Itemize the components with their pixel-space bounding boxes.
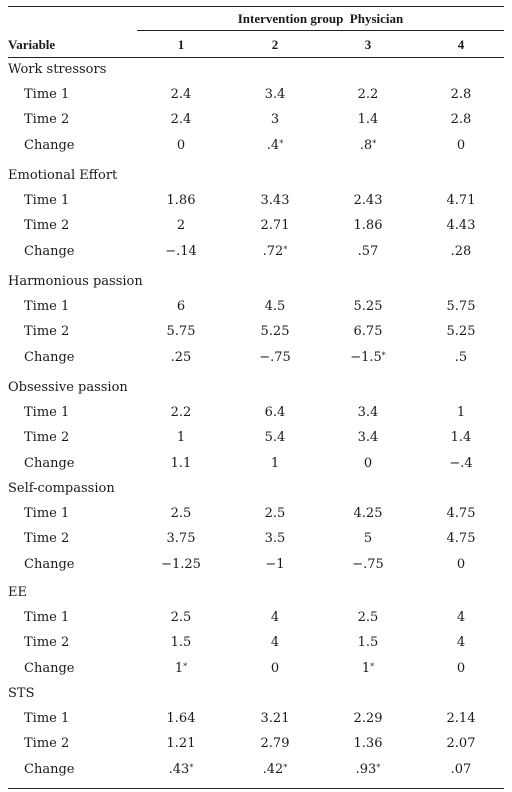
value-cell xyxy=(421,299,501,314)
value-text: 1 xyxy=(174,661,184,676)
value-cell xyxy=(421,736,501,751)
column-header-3: 3 xyxy=(364,37,372,52)
value-text: 0 xyxy=(363,456,373,471)
row-label: Time 2 xyxy=(24,324,70,339)
value-text: 3.5 xyxy=(264,531,286,546)
value-text: 5.25 xyxy=(353,299,383,314)
value-cell xyxy=(421,762,501,777)
column-header-1: 1 xyxy=(177,37,185,52)
value-text: 5.75 xyxy=(166,324,196,339)
value-text: 1.5 xyxy=(357,635,379,650)
value-text: 4.43 xyxy=(446,218,476,233)
row-label: Time 2 xyxy=(24,531,70,546)
value-text: 1 xyxy=(176,430,186,445)
value-cell xyxy=(235,635,315,650)
value-text: 2.5 xyxy=(170,610,192,625)
value-text: 2.5 xyxy=(357,610,379,625)
row-label: Time 2 xyxy=(24,430,70,445)
value-text: 0 xyxy=(176,138,186,153)
variable-section-title: EE xyxy=(8,585,27,600)
value-cell xyxy=(235,193,315,208)
row-label: Time 1 xyxy=(24,711,70,726)
value-text: 6.75 xyxy=(353,324,383,339)
row-label: Time 1 xyxy=(24,299,70,314)
variable-section-title: Harmonious passion xyxy=(8,274,143,289)
value-cell xyxy=(141,661,221,676)
value-cell xyxy=(141,299,221,314)
value-text: 3.43 xyxy=(260,193,290,208)
value-text: 1 xyxy=(361,661,371,676)
value-cell xyxy=(235,112,315,127)
value-text: 2.2 xyxy=(357,87,379,102)
value-text: 1.36 xyxy=(353,736,383,751)
value-cell xyxy=(141,138,221,153)
value-text: 2 xyxy=(176,218,186,233)
value-text: 5.4 xyxy=(264,430,286,445)
value-text: .43 xyxy=(168,762,190,777)
value-text: 4.71 xyxy=(446,193,476,208)
value-cell xyxy=(421,531,501,546)
significance-asterisk: * xyxy=(381,351,386,360)
value-cell xyxy=(421,112,501,127)
row-label: Change xyxy=(24,661,75,676)
row-label: Time 2 xyxy=(24,635,70,650)
value-cell xyxy=(141,112,221,127)
value-cell xyxy=(141,218,221,233)
value-text: 0 xyxy=(456,557,466,572)
value-cell xyxy=(235,299,315,314)
value-cell xyxy=(235,557,315,572)
value-cell xyxy=(421,506,501,521)
value-text: −.4 xyxy=(449,456,473,471)
value-cell xyxy=(141,762,221,777)
value-text: 0 xyxy=(456,138,466,153)
row-label: Time 1 xyxy=(24,506,70,521)
value-cell xyxy=(141,405,221,420)
value-cell xyxy=(141,610,221,625)
value-cell xyxy=(328,350,408,365)
value-text: 2.71 xyxy=(260,218,290,233)
value-text: 2.8 xyxy=(450,87,472,102)
value-cell xyxy=(141,87,221,102)
column-header-4: 4 xyxy=(457,37,465,52)
row-label: Change xyxy=(24,244,75,259)
value-text: 5.25 xyxy=(446,324,476,339)
value-text: 4 xyxy=(270,610,280,625)
value-cell xyxy=(328,138,408,153)
value-text: 2.79 xyxy=(260,736,290,751)
value-text: .8 xyxy=(359,138,373,153)
value-text: 2.5 xyxy=(264,506,286,521)
variable-section-title: STS xyxy=(8,686,35,701)
value-cell xyxy=(421,350,501,365)
value-cell xyxy=(235,87,315,102)
value-text: .5 xyxy=(454,350,468,365)
row-label: Change xyxy=(24,138,75,153)
value-text: 2.8 xyxy=(450,112,472,127)
value-cell xyxy=(141,736,221,751)
value-cell xyxy=(328,405,408,420)
value-cell xyxy=(235,350,315,365)
value-cell xyxy=(328,456,408,471)
value-cell xyxy=(141,635,221,650)
value-text: 1 xyxy=(270,456,280,471)
value-text: 4.75 xyxy=(446,506,476,521)
value-cell xyxy=(421,324,501,339)
value-text: 2.4 xyxy=(170,87,192,102)
value-text: 4 xyxy=(270,635,280,650)
row-label: Time 2 xyxy=(24,112,70,127)
value-cell xyxy=(328,299,408,314)
row-label: Time 2 xyxy=(24,218,70,233)
value-cell xyxy=(328,430,408,445)
value-cell xyxy=(235,430,315,445)
value-cell xyxy=(141,711,221,726)
value-text: −1.5 xyxy=(350,350,382,365)
value-cell xyxy=(235,324,315,339)
value-cell xyxy=(235,610,315,625)
significance-asterisk: * xyxy=(183,662,188,671)
row-label: Time 1 xyxy=(24,405,70,420)
value-text: 1.4 xyxy=(450,430,472,445)
value-text: 6.4 xyxy=(264,405,286,420)
value-text: .25 xyxy=(170,350,192,365)
value-text: .4 xyxy=(266,138,280,153)
value-cell xyxy=(328,557,408,572)
value-cell xyxy=(421,244,501,259)
value-text: 2.07 xyxy=(446,736,476,751)
row-label: Change xyxy=(24,456,75,471)
value-text: .93 xyxy=(355,762,377,777)
variable-section-title: Emotional Effort xyxy=(8,168,118,183)
value-text: 3.21 xyxy=(260,711,290,726)
value-cell xyxy=(235,506,315,521)
value-cell xyxy=(328,736,408,751)
variable-section-title: Work stressors xyxy=(8,62,107,77)
variable-section-title: Self-compassion xyxy=(8,481,115,496)
value-cell xyxy=(328,635,408,650)
row-label: Change xyxy=(24,762,75,777)
value-cell xyxy=(421,218,501,233)
value-text: 4 xyxy=(456,635,466,650)
value-text: 0 xyxy=(456,661,466,676)
value-cell xyxy=(235,531,315,546)
value-text: 1.64 xyxy=(166,711,196,726)
variable-section-title: Obsessive passion xyxy=(8,380,128,395)
value-cell xyxy=(421,635,501,650)
value-cell xyxy=(235,244,315,259)
row-label: Time 1 xyxy=(24,193,70,208)
value-cell xyxy=(328,218,408,233)
row-label: Time 1 xyxy=(24,610,70,625)
row-label: Change xyxy=(24,557,75,572)
value-text: .42 xyxy=(262,762,284,777)
value-text: 2.5 xyxy=(170,506,192,521)
value-text: −.75 xyxy=(352,557,384,572)
value-text: 6 xyxy=(176,299,186,314)
value-text: 1.86 xyxy=(166,193,196,208)
value-cell xyxy=(235,138,315,153)
significance-asterisk: * xyxy=(372,139,377,148)
significance-asterisk: * xyxy=(283,763,288,772)
value-cell xyxy=(235,736,315,751)
value-text: 1 xyxy=(456,405,466,420)
row-label: Time 2 xyxy=(24,736,70,751)
value-text: 2.2 xyxy=(170,405,192,420)
value-text: 3.4 xyxy=(357,430,379,445)
value-text: 5.25 xyxy=(260,324,290,339)
group-rule xyxy=(137,30,504,31)
value-cell xyxy=(328,506,408,521)
row-label: Time 1 xyxy=(24,87,70,102)
significance-asterisk: * xyxy=(189,763,194,772)
value-cell xyxy=(235,405,315,420)
value-text: 2.43 xyxy=(353,193,383,208)
value-text: 2.29 xyxy=(353,711,383,726)
significance-asterisk: * xyxy=(279,139,284,148)
value-text: 5 xyxy=(363,531,373,546)
value-cell xyxy=(328,87,408,102)
value-cell xyxy=(421,610,501,625)
value-cell xyxy=(328,244,408,259)
value-cell xyxy=(141,557,221,572)
value-cell xyxy=(141,193,221,208)
value-text: .57 xyxy=(357,244,379,259)
value-cell xyxy=(235,456,315,471)
row-label: Change xyxy=(24,350,75,365)
value-text: −.14 xyxy=(165,244,197,259)
value-text: 3 xyxy=(270,112,280,127)
value-text: 2.4 xyxy=(170,112,192,127)
header-rule xyxy=(8,57,504,58)
value-cell xyxy=(328,711,408,726)
value-cell xyxy=(421,405,501,420)
value-cell xyxy=(141,456,221,471)
value-cell xyxy=(235,218,315,233)
value-cell xyxy=(328,193,408,208)
value-cell xyxy=(141,244,221,259)
significance-asterisk: * xyxy=(283,245,288,254)
value-text: 3.75 xyxy=(166,531,196,546)
value-text: −.75 xyxy=(259,350,291,365)
variable-column-header: Variable xyxy=(8,37,56,52)
value-cell xyxy=(141,506,221,521)
value-cell xyxy=(235,711,315,726)
significance-asterisk: * xyxy=(370,662,375,671)
value-cell xyxy=(328,112,408,127)
significance-asterisk: * xyxy=(376,763,381,772)
value-text: 4.75 xyxy=(446,531,476,546)
value-cell xyxy=(421,711,501,726)
value-cell xyxy=(141,324,221,339)
value-cell xyxy=(328,610,408,625)
value-cell xyxy=(328,762,408,777)
value-cell xyxy=(421,557,501,572)
value-cell xyxy=(141,350,221,365)
value-cell xyxy=(141,531,221,546)
value-text: 3.4 xyxy=(264,87,286,102)
bottom-rule xyxy=(8,788,504,789)
value-cell xyxy=(421,193,501,208)
value-cell xyxy=(421,661,501,676)
value-cell xyxy=(421,138,501,153)
value-text: 5.75 xyxy=(446,299,476,314)
value-text: 1.4 xyxy=(357,112,379,127)
value-cell xyxy=(235,661,315,676)
value-text: 4.5 xyxy=(264,299,286,314)
value-cell xyxy=(421,456,501,471)
value-text: 4 xyxy=(456,610,466,625)
column-header-2: 2 xyxy=(271,37,279,52)
value-cell xyxy=(421,87,501,102)
value-text: 1.21 xyxy=(166,736,196,751)
value-text: 0 xyxy=(270,661,280,676)
value-text: −1 xyxy=(265,557,285,572)
value-text: 2.14 xyxy=(446,711,476,726)
top-rule xyxy=(8,6,504,7)
value-cell xyxy=(328,324,408,339)
value-text: 1.86 xyxy=(353,218,383,233)
column-group-header: Intervention group Physician xyxy=(237,11,404,26)
value-cell xyxy=(328,661,408,676)
value-cell xyxy=(141,430,221,445)
value-text: .07 xyxy=(450,762,472,777)
value-cell xyxy=(235,762,315,777)
value-text: .28 xyxy=(450,244,472,259)
value-text: .72 xyxy=(262,244,284,259)
value-text: 4.25 xyxy=(353,506,383,521)
value-text: 1.5 xyxy=(170,635,192,650)
value-text: 3.4 xyxy=(357,405,379,420)
value-text: −1.25 xyxy=(161,557,201,572)
value-cell xyxy=(328,531,408,546)
value-text: 1.1 xyxy=(170,456,192,471)
value-cell xyxy=(421,430,501,445)
